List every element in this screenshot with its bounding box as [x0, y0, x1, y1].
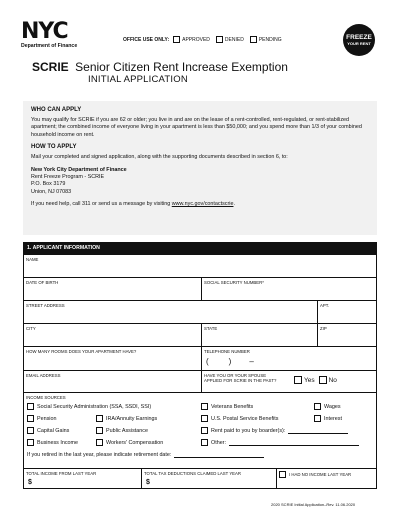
veterans-checkbox[interactable] [201, 403, 208, 410]
income-ssa[interactable]: Social Security Administration (SSA, SSDI, SSI) [27, 403, 151, 410]
no-income-checkbox[interactable] [279, 471, 286, 478]
email-field[interactable]: EMAIL ADDRESS [26, 373, 61, 378]
rooms-field[interactable]: HOW MANY ROOMS DOES YOUR APARTMENT HAVE? [26, 349, 137, 354]
pending-checkbox[interactable] [250, 36, 257, 43]
postal-checkbox[interactable] [201, 415, 208, 422]
how-to-apply-heading: HOW TO APPLY [31, 144, 77, 151]
wages-checkbox[interactable] [314, 403, 321, 410]
name-field[interactable]: NAME [26, 257, 39, 262]
income-wages[interactable]: Wages [314, 403, 341, 410]
no-checkbox[interactable] [319, 376, 327, 384]
info-box [23, 101, 377, 235]
denied-checkbox[interactable] [216, 36, 223, 43]
tax-deductions-field[interactable]: TOTAL TAX DEDUCTIONS CLAIMED LAST YEAR $ [141, 469, 276, 489]
phone-format: ( ) – [206, 357, 254, 366]
zip-field[interactable]: ZIP [317, 324, 376, 346]
income-sources-row [24, 392, 376, 468]
public-assistance-checkbox[interactable] [96, 427, 103, 434]
rooms-phone-row [24, 346, 376, 370]
office-use-only [123, 36, 288, 43]
dob-ssn-row [24, 277, 376, 300]
help-text: If you need help, call 311 or send us a message by visiting www.nyc.gov/contactscrie. [31, 201, 235, 208]
mailing-address: New York City Department of Finance Rent Freeze Program - SCRIE P.O. Box 3179 Union, NJ 07083 [31, 166, 127, 195]
city-row [24, 323, 376, 346]
business-checkbox[interactable] [27, 439, 34, 446]
workers-comp-checkbox[interactable] [96, 439, 103, 446]
section-1-header: 1. APPLICANT INFORMATION [24, 243, 376, 254]
no-option[interactable]: No [319, 376, 337, 384]
email-spouse-row [24, 370, 376, 392]
income-public-assistance[interactable]: Public Assistance [96, 427, 148, 434]
no-income-field[interactable] [276, 469, 376, 489]
date-of-birth-field[interactable]: DATE OF BIRTH [26, 280, 59, 285]
yes-no-options [294, 376, 341, 384]
revision-footer: 2020 SCRIE Initial Application–Rev. 11.06.2020 [271, 502, 356, 507]
totals-row [24, 468, 376, 489]
office-approved-option[interactable]: APPROVED [173, 36, 210, 43]
office-use-label: OFFICE USE ONLY: [123, 36, 170, 43]
who-can-apply-text: You may qualify for SCRIE if you are 62 or older; you live in and are on the lease of a rent-controlled, rent-regulated, or rent-stabilized apartment; the combined income of everyone living in your apartment is less than $50,000; and you spend more than 1/3 of your combined household income on rent. [31, 116, 362, 138]
page-subtitle: INITIAL APPLICATION [88, 74, 188, 85]
telephone-field[interactable]: TELEPHONE NUMBER ( ) – [201, 347, 376, 370]
nyc-finance-logo [21, 19, 78, 49]
income-capital-gains[interactable]: Capital Gains [27, 427, 69, 434]
office-denied-option[interactable]: DENIED [216, 36, 244, 43]
title-scrie: SCRIE [32, 60, 69, 74]
freeze-your-rent-badge: FREEZE YOUR RENT [343, 24, 375, 56]
ira-checkbox[interactable] [96, 415, 103, 422]
who-can-apply-heading: WHO CAN APPLY [31, 107, 82, 113]
logo-dept-text: Department of Finance [21, 43, 78, 49]
applicant-information-form [23, 242, 377, 489]
capital-gains-checkbox[interactable] [27, 427, 34, 434]
income-interest[interactable]: Interest [314, 415, 342, 422]
total-income-field[interactable]: TOTAL INCOME FROM LAST YEAR $ [26, 471, 97, 486]
other-income-line[interactable] [229, 440, 359, 446]
contact-link[interactable]: www.nyc.gov/contactscrie [171, 201, 234, 208]
boarder-checkbox[interactable] [201, 427, 208, 434]
title-main: Senior Citizen Rent Increase Exemption [75, 60, 288, 74]
income-boarder[interactable]: Rent paid to you by boarder(s): [201, 427, 348, 434]
office-pending-option[interactable]: PENDING [250, 36, 282, 43]
income-ira[interactable]: IRA/Annuity Earnings [96, 415, 157, 422]
page-title [32, 58, 372, 76]
how-to-apply-text: Mail your completed and signed application, along with the supporting documents described in section 6, to: [31, 153, 288, 160]
yes-checkbox[interactable] [294, 376, 302, 384]
no-income-option[interactable]: I HAD NO INCOME LAST YEAR [279, 471, 351, 478]
street-address-field[interactable]: STREET ADDRESS [26, 303, 65, 308]
income-pension[interactable]: Pension [27, 415, 56, 422]
ssa-checkbox[interactable] [27, 403, 34, 410]
pension-checkbox[interactable] [27, 415, 34, 422]
state-field[interactable]: STATE [201, 324, 317, 346]
ssn-field[interactable]: SOCIAL SECURITY NUMBER* [201, 278, 376, 300]
income-other[interactable]: Other: [201, 439, 359, 446]
income-postal[interactable]: U.S. Postal Service Benefits [201, 415, 278, 422]
income-veterans[interactable]: Veterans Benefits [201, 403, 253, 410]
spouse-applied-field: HAVE YOU OR YOUR SPOUSE APPLIED FOR SCRIE IN THE PAST? Yes No [201, 371, 376, 392]
income-workers-comp[interactable]: Workers' Compensation [96, 439, 163, 446]
approved-checkbox[interactable] [173, 36, 180, 43]
name-row [24, 254, 376, 277]
income-sources-label: INCOME SOURCES [26, 395, 66, 400]
interest-checkbox[interactable] [314, 415, 321, 422]
yes-option[interactable]: Yes [294, 376, 315, 384]
other-checkbox[interactable] [201, 439, 208, 446]
apt-field[interactable]: APT. [317, 301, 376, 323]
city-field[interactable]: CITY [26, 326, 36, 331]
income-business[interactable]: Business Income [27, 439, 78, 446]
retirement-date-line[interactable] [174, 452, 264, 458]
boarder-amount-line[interactable] [288, 428, 348, 434]
logo-nyc-text: NYC [21, 19, 68, 44]
street-row [24, 300, 376, 323]
retirement-date[interactable]: If you retired in the last year, please indicate retirement date: [27, 452, 264, 458]
